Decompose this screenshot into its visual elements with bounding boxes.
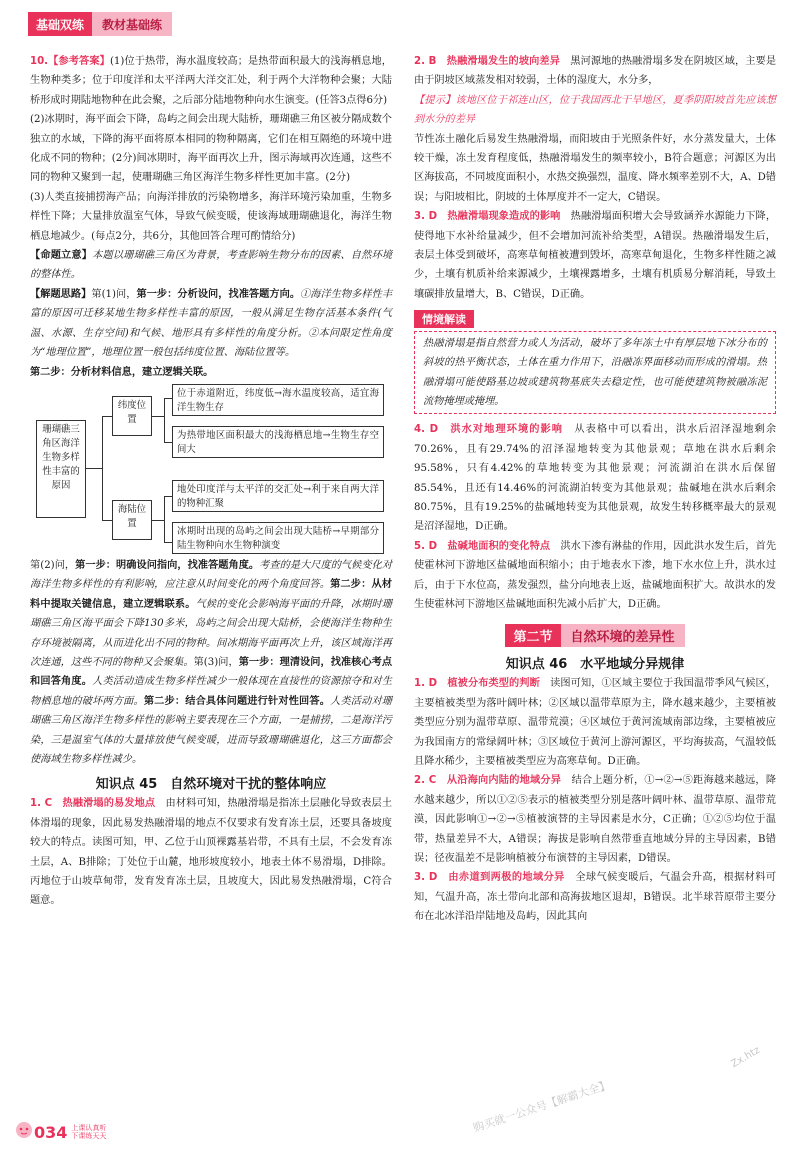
mingti bbox=[30, 246, 392, 285]
diagram-line bbox=[102, 416, 112, 417]
right-q4 bbox=[414, 420, 776, 536]
diagram-line bbox=[164, 398, 165, 442]
right-r2 bbox=[414, 771, 776, 868]
page-number: 034 bbox=[34, 1122, 68, 1142]
qingjing-box bbox=[414, 331, 776, 415]
right-q3-number: 3. D bbox=[414, 211, 438, 223]
right-r1 bbox=[414, 674, 776, 771]
right-q3-text: 热融滑塌面积增大会导致涵养水源能力下降，使得地下水补给量减少，但不会增加河流补给类型，A错误。热融滑塌发生后，表层土体受到破坏，高寒草甸植被遭到毁坏，高寒草甸退化，生物多样性随之减少，土壤有机质补给来源减少，土壤裸露增多，土壤有机质易分解消耗，导致土壤碳排放量增大，B、C错误，D正确。 bbox=[414, 211, 777, 300]
right-r1-text: 读图可知，①区域主要位于我国温带季风气候区，主要植被类型为落叶阔叶林；②区域以温带草原为主，降水越来越少，主要植被类型应分别为温带草原、温带荒漠；④区域位于黄河流域南部边缘，主要植被应为我国南方的常绿阔叶林；③区域位于黄河上游河源区，平均海拔高，气温较低且降水稀少，主要植被类型应为高寒草甸。D正确。 bbox=[414, 678, 777, 767]
right-r1-number: 1. D bbox=[414, 678, 438, 690]
mingti-label: 【命题立意】 bbox=[30, 250, 93, 262]
left-q1-text: 由材料可知，热融滑塌是指冻土层融化导致表层土体滑塌的现象，因此易发热融滑塌的地点不仅要求有发育冻土层，还要具备坡度较大的特点。读图可知，甲、乙位于山顶裸露基岩带，不具有土层，不会发育冻土层，A、B排除；丁处位于山麓，地形坡度较小，地表土体不易滑塌，D排除。丙地位于山坡草甸带，发育发育冻土层，且坡度大，因此易发热融滑塌，C符合题意。 bbox=[30, 798, 393, 907]
jieti-q1: 第(1)问， bbox=[91, 288, 137, 300]
watermark: 购买就一公众号【解霸大全】 bbox=[471, 1078, 612, 1135]
header-label-left: 基础双练 bbox=[28, 12, 92, 36]
right-q2-tag: 热融滑塌发生的坡向差异 bbox=[446, 56, 560, 67]
watermark-side: Zx.htz bbox=[729, 1044, 763, 1071]
knowledge-point-46-title: 知识点 46 水平地域分异规律 bbox=[505, 657, 685, 673]
jieti-step2: 第二步：分析材料信息，建立逻辑关联。 bbox=[30, 366, 214, 378]
right-r3-tag: 由赤道到两极的地域分异 bbox=[448, 872, 565, 884]
qingjing-text: 热融滑塌是指自然营力或人为活动，破坏了多年冻土中有厚层地下冰分布的斜坡的热平衡状态，土体在重力作用下，沿融冻界面移动而形成的滑塌。热融滑塌可能使路基边坡或建筑物基底失去稳定性，也可能使建筑物被融冻泥流物掩埋或掩埋。 bbox=[423, 337, 767, 407]
diagram-sea-reason2: 冰期时出现的岛屿之间会出现大陆桥→早期部分陆生物种向水生物种演变 bbox=[172, 522, 384, 554]
right-q3-tag: 热融滑塌现象造成的影响 bbox=[447, 211, 561, 223]
left-q1 bbox=[30, 794, 392, 910]
jieti bbox=[30, 285, 392, 363]
mascot-icon bbox=[14, 1120, 34, 1144]
diagram-sea-box: 海陆位置 bbox=[112, 500, 152, 540]
right-r1-tag: 植被分布类型的判断 bbox=[447, 678, 540, 690]
section-header bbox=[28, 12, 172, 36]
q3-text1: 人类活动造成生物多样性减少一般体现在直接性的资源掠夺和对生物栖息地的破坏两方面。 bbox=[30, 676, 393, 707]
q2-head: 第(2)问， bbox=[30, 559, 76, 571]
footer-slogan bbox=[71, 1124, 106, 1140]
q10-number: 10. bbox=[30, 56, 49, 67]
right-q3 bbox=[414, 207, 776, 304]
footer-slogan-line1: 上课认真听 bbox=[71, 1124, 107, 1132]
right-column bbox=[414, 52, 776, 927]
jieti-step1: 第一步：分析设问，找准答题方向。 bbox=[136, 288, 301, 300]
diagram-sea-reason1: 地处印度洋与太平洋的交汇处→利于来自两大洋的物种汇聚 bbox=[172, 480, 384, 512]
diagram-main-box: 珊瑚礁三角区海洋生物多样性丰富的原因 bbox=[36, 420, 86, 518]
section-2-number: 第二节 bbox=[505, 624, 560, 647]
jieti-label: 【解题思路】 bbox=[30, 288, 92, 300]
diagram-line bbox=[164, 496, 172, 497]
right-r3 bbox=[414, 868, 776, 926]
right-q4-text: 从表格中可以看出，洪水后沼泽湿地剩余70.26%，且有29.74%的沼泽湿地转变为其他景观；草地在洪水后剩余95.58%，只有4.42%的草地转变为其他景观；河流湖泊在洪水后保留85.54%，且还有14.46%的河流湖泊转变为其他景观；盐碱地在洪水后剩余80.75%，且有19.25%的盐碱地转变为其他景观，故发生转移概率最大的景观是沼泽湿地，D正确。 bbox=[414, 424, 777, 533]
q3-step1: 第一步：理清设问，找准核心考点和回答角度。 bbox=[30, 656, 393, 688]
diagram-lat-reason2: 为热带地区面积最大的浅海栖息地→生物生存空间大 bbox=[172, 426, 384, 458]
left-q1-tag: 热融滑塌的易发地点 bbox=[62, 798, 156, 810]
q10-part3: (3)人类直接捕捞海产品；向海洋排放的污染物增多，海洋环境污染加重，生物多样性下降；大量排放温室气体，导致气候变暖，使该海域珊瑚礁退化，海洋生物栖息地减少。(每点2分，共6分，其他回答合理可酌情给分) bbox=[30, 191, 392, 242]
diagram-line bbox=[164, 442, 172, 443]
right-q4-number: 4. D bbox=[414, 424, 439, 436]
diagram-lat-reason1: 位于赤道附近，纬度低→海水温度较高，适宜海洋生物生存 bbox=[172, 384, 384, 416]
right-q2-number: 2. B bbox=[414, 56, 437, 67]
header-label-right: 教材基础练 bbox=[92, 12, 172, 36]
right-q5 bbox=[414, 537, 776, 615]
right-q5-number: 5. D bbox=[414, 540, 438, 552]
q2-step1: 第一步：明确设问指向，找准答题角度。 bbox=[75, 559, 260, 571]
q10-part2: (2)冰期时，海平面会下降，岛屿之间会出现大陆桥，珊瑚礁三角区被分隔成数个独立的水域，下降的海平面将原本相同的物种隔离，它们在相互隔绝的环境中进化成不同的物种；(2分)间冰期时，海平面再次上升，图示海域再次连通，这些不同的物种又聚到一起，使珊瑚礁三角区海洋生物多样性更加丰富。(2分) bbox=[30, 114, 392, 184]
right-r3-text: 全球气候变暖后，气温会升高，根据材料可知，气温升高，冻土带向北部和高海拔地区退却，B错误。北半球苔原带主要分布在北冰洋沿岸陆地及岛屿，因此其向 bbox=[414, 872, 777, 923]
diagram-line bbox=[102, 416, 103, 520]
diagram-line bbox=[164, 542, 172, 543]
q2-step2: 第二步：从材料中提取关键信息，建立逻辑联系。 bbox=[30, 579, 393, 610]
right-r2-tag: 从沿海向内陆的地域分异 bbox=[446, 775, 562, 787]
right-q2-text2: 节性冻土融化后易发生热融滑塌，而阳坡由于光照条件好，水分蒸发量大，土体较干燥，冻土发育程度低，热融滑塌发生的频率较小，B符合题意；河源区为出区海拔高，不同坡度面积小，水热交换强烈，温度、降水频率差别不大，A、D错误；与阳坡相比，阴坡的土体厚度并不一定大，C错误。 bbox=[414, 133, 776, 203]
footer-slogan-line2: 下课练天天 bbox=[71, 1132, 107, 1140]
section-2-title: 自然环境的差异性 bbox=[561, 624, 685, 647]
q3-text2: 人类活动对珊瑚礁三角区海洋生物多样性的影响主要表现在三个方面，一是捕捞，二是海洋污染，三是温室气体的大量排放使气候变暖，进而导致珊瑚礁退化，这三方面都会使海域生物多样性减少。 bbox=[30, 695, 393, 765]
right-q2 bbox=[414, 52, 776, 91]
diagram-line bbox=[102, 520, 112, 521]
jieti-text1: ①海洋生物多样性丰富的原因可迁移某地生物多样性丰富的原因，一般从满足生物存活基本条件(气温、水源、生存空间)和气候、地形具有多样性的角度分析。②本问限定性角度为“地理位置”，地理位置一般包括纬度位置、海陆位置等。 bbox=[30, 288, 393, 359]
page-footer bbox=[14, 1120, 106, 1144]
diagram-line bbox=[164, 398, 172, 399]
q3-head: 第(3)问， bbox=[193, 656, 239, 668]
left-column bbox=[30, 52, 392, 911]
q2-text1: 考查的是大尺度的气候变化对海洋生物多样性的有利影响，应注意从时间变化的两个角度回答。 bbox=[30, 559, 393, 591]
q10-part1: (1)位于热带，海水温度较高；是热带面积最大的浅海栖息地，生物种类多；位于印度洋和太平洋两大洋交汇处，利于两个大洋物种会聚；大陆桥形成时期陆地物种在此会聚，之后部分陆地物种向水生演变。(任答3点得6分) bbox=[30, 56, 392, 106]
diagram-line bbox=[152, 520, 164, 521]
q10-answer-label: 【参考答案】 bbox=[48, 56, 110, 67]
right-q2-hint: 【提示】该地区位于祁连山区，位于我国西北干旱地区，夏季阴阳坡首先应该想到水分的差异 bbox=[414, 94, 776, 126]
qingjing-label: 情境解读 bbox=[414, 310, 474, 328]
section-2-banner bbox=[414, 624, 776, 647]
right-q4-tag: 洪水对地理环境的影响 bbox=[450, 424, 564, 436]
q3-step2: 第二步：结合具体问题进行针对性回答。 bbox=[143, 695, 331, 707]
right-r3-number: 3. D bbox=[414, 872, 438, 884]
diagram-lat-box: 纬度位置 bbox=[112, 396, 152, 436]
mingti-text: 本题以珊瑚礁三角区为背景，考查影响生物分布的因素、自然环境的整体性。 bbox=[30, 250, 393, 281]
right-q2-text: 黑河源地的热融滑塌多发在阴坡区域，主要是由于阴坡区域蒸发相对较弱，土体的湿度大，水分多， bbox=[414, 56, 777, 87]
right-r2-text: 结合上题分析，①→②→⑤距海越来越远，降水越来越少，所以①②⑤表示的植被类型分别是落叶阔叶林、温带草原、温带荒漠，因此影响①→②→⑤植被演替的主导因素是水分，C正确；①②⑤均位于温带，热量差异不大，A错误；海拔是影响自然带垂直地域分异的主导因素，B错误；径夜温差不是影响植被分布演替的主导因素，D错误。 bbox=[414, 775, 777, 865]
diagram-line bbox=[164, 496, 165, 542]
q2-analysis bbox=[30, 556, 392, 769]
left-q1-number: 1. C bbox=[30, 798, 53, 810]
diagram-line bbox=[86, 468, 102, 469]
q10-answer bbox=[30, 52, 392, 110]
q2-text2: 气候的变化会影响海平面的升降，冰期时珊瑚礁三角区海平面会下降130多米，岛屿之间会出现大陆桥，会使海洋生物种生存环境被隔离，从而进化出不同的物种。间冰期海平面再次上升，该区域海洋再次连通，这些不同的物种又会聚集。 bbox=[30, 598, 393, 668]
right-q5-tag: 盐碱地面积的变化特点 bbox=[447, 540, 551, 552]
right-r2-number: 2. C bbox=[414, 775, 437, 787]
logic-diagram bbox=[30, 384, 392, 552]
right-q5-text: 洪水下渗有淋盐的作用，因此洪水发生后，首先使霍林河下游地区盐碱地面积缩小；由于地表水下渗，地下水水位上升，洪水过后，由于下水位高，蒸发强烈，盐分向地表上返，盐碱地面积扩大。故洪水的发生使霍林河下游地区盐碱地面积先减小后扩大，D正确。 bbox=[414, 540, 777, 610]
knowledge-point-45-title: 知识点 45 自然环境对干扰的整体响应 bbox=[95, 777, 327, 793]
diagram-line bbox=[152, 416, 164, 417]
